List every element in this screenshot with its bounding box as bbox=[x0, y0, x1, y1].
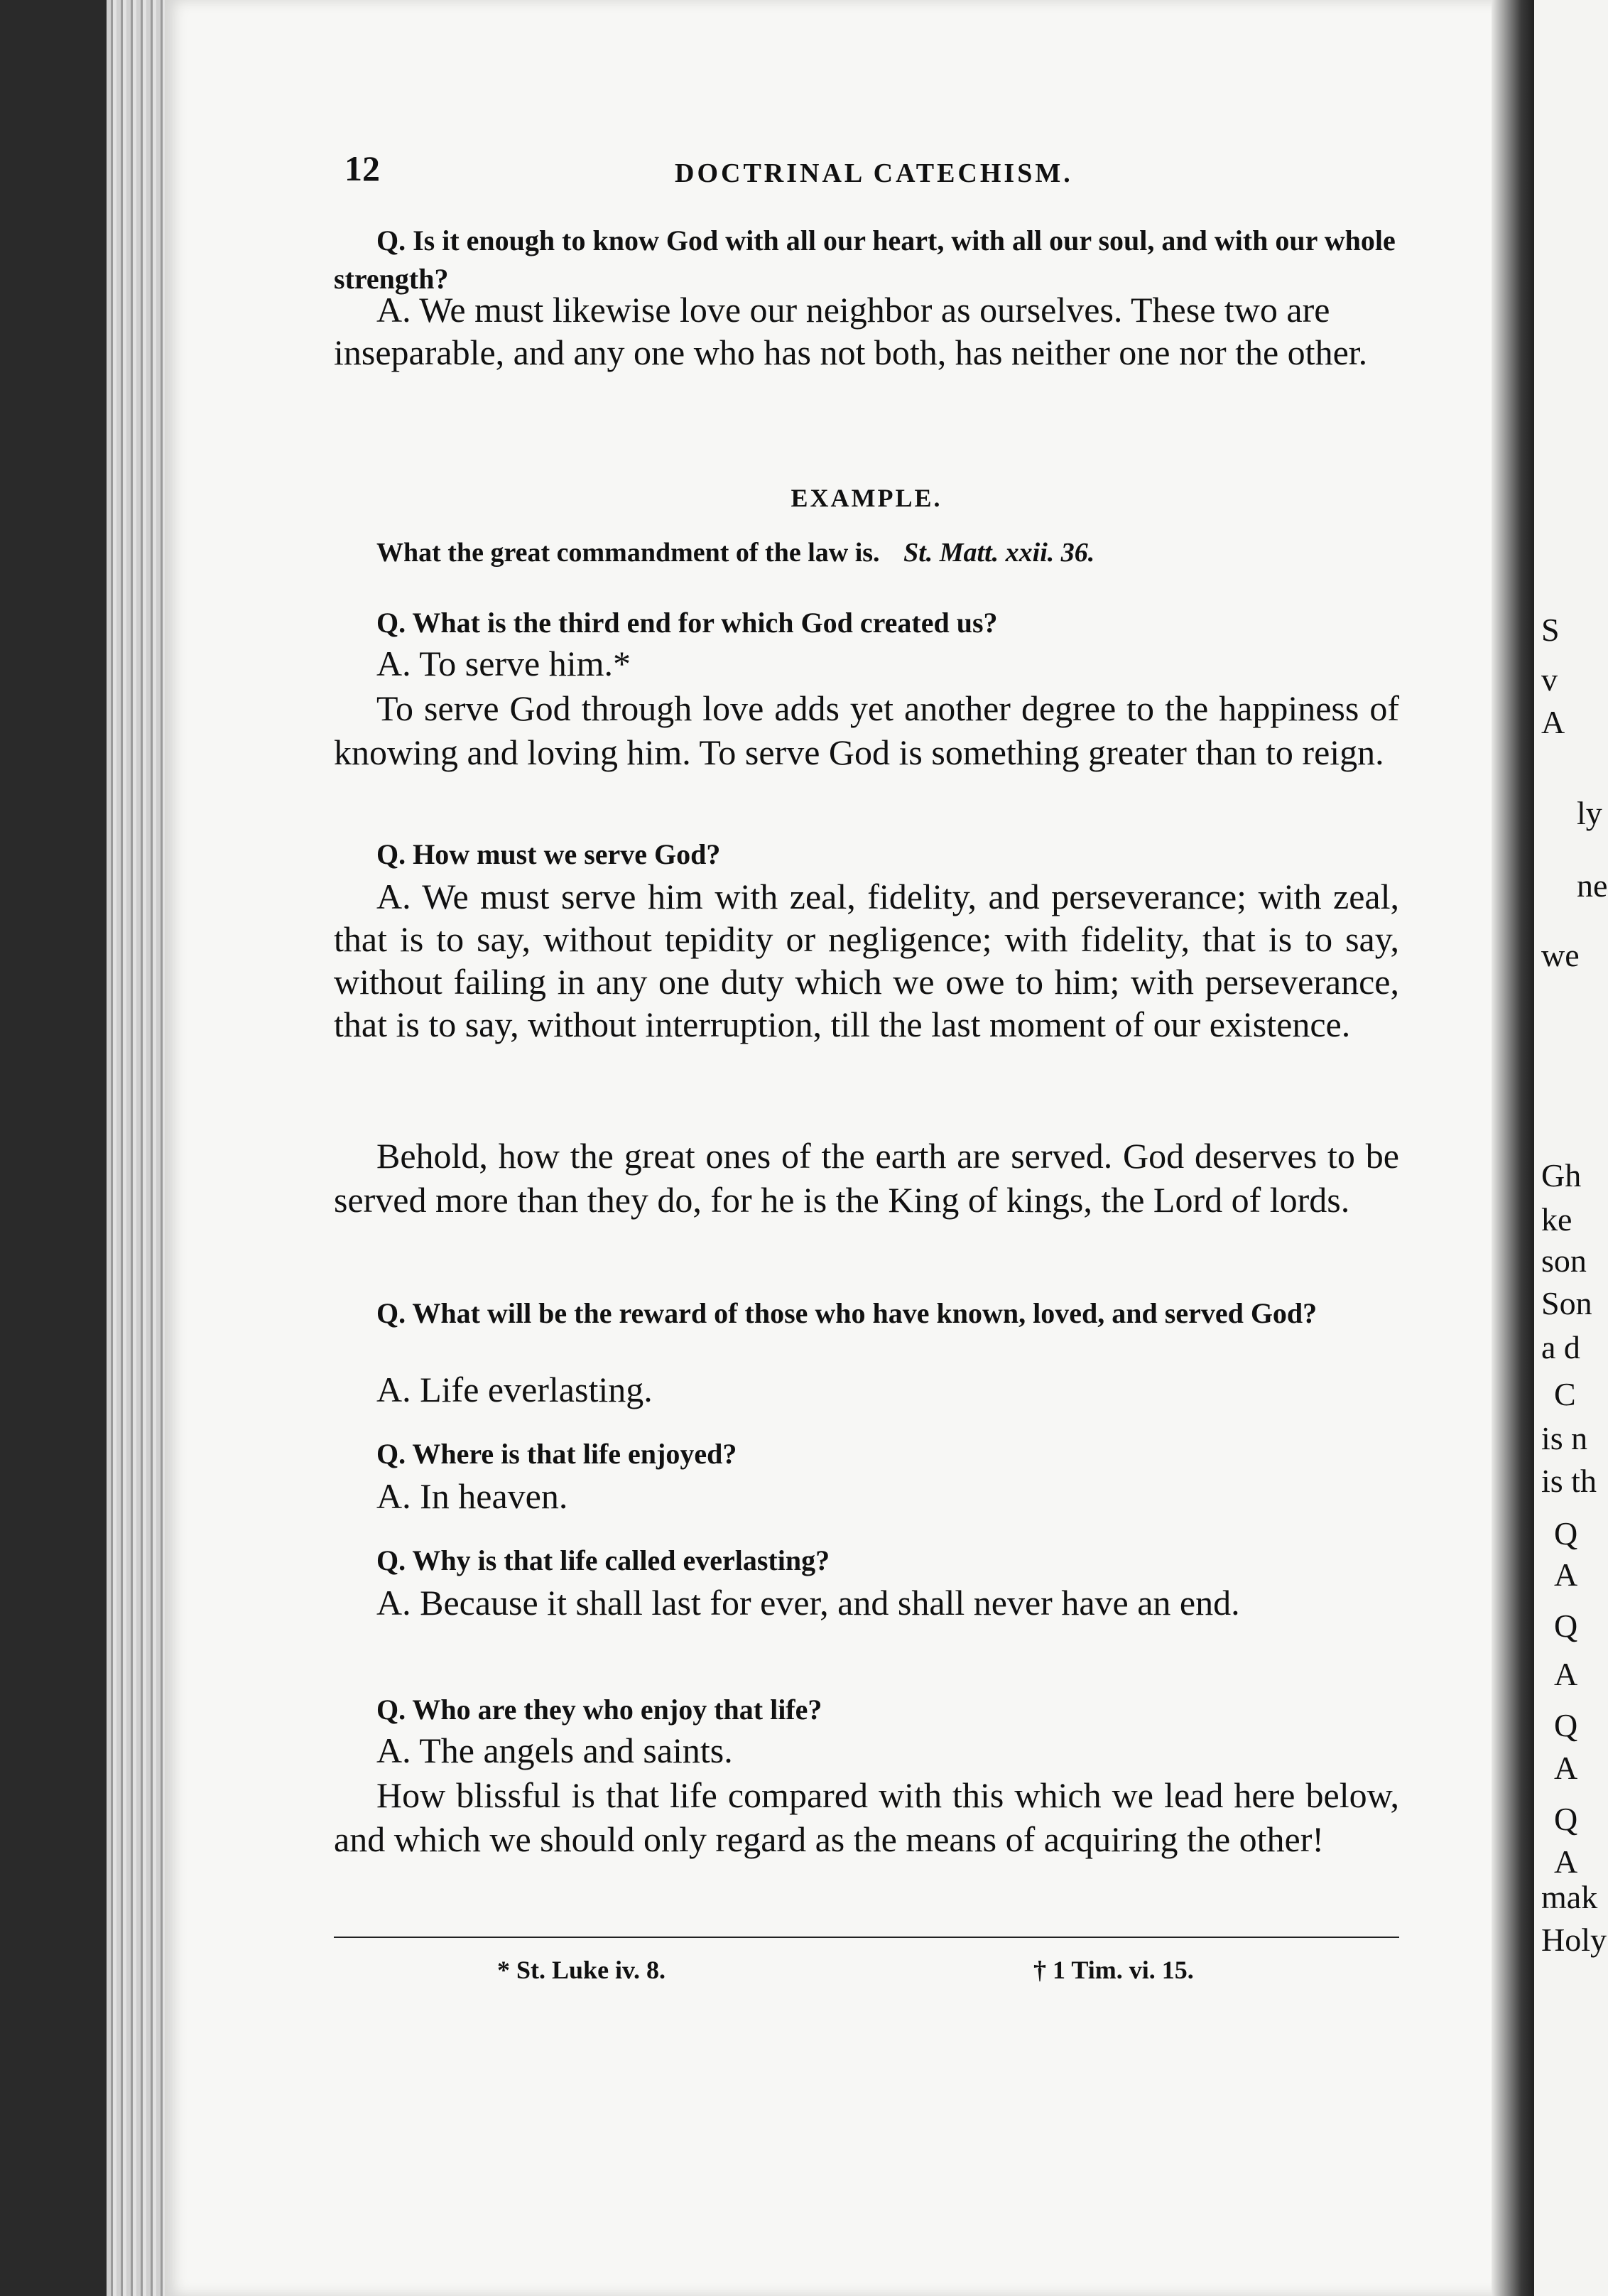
facing-text: ly bbox=[1577, 795, 1602, 831]
question: Q. Who are they who enjoy that life? bbox=[376, 1694, 822, 1726]
answer: A. We must serve him with zeal, fidelity, and perseverance; with zeal, that is to say, without tepidity or negligence; with fidelity, that is to say, without failing in any one duty which we owe to him; with perseverance, that is to say, without interruption, till the last moment of our existence. bbox=[334, 877, 1399, 1044]
answer: A. Life everlasting. bbox=[376, 1370, 653, 1409]
paragraph: How blissful is that life compared with this which we lead here below, and which we should only regard as the means of acquiring the other! bbox=[334, 1775, 1399, 1859]
footnote: † 1 Tim. vi. 15. bbox=[1033, 1956, 1194, 1984]
example-text: What the great commandment of the law is. bbox=[376, 538, 880, 568]
facing-text: A bbox=[1554, 1843, 1578, 1880]
facing-text: mak bbox=[1541, 1879, 1598, 1915]
facing-text: son bbox=[1541, 1242, 1587, 1279]
answer: A. We must likewise love our neighbor as ourselves. These two are inseparable, and any one who has not both, has neither one nor the other. bbox=[334, 290, 1368, 372]
answer: A. Because it shall last for ever, and shall never have an end. bbox=[376, 1583, 1240, 1623]
facing-text: a d bbox=[1541, 1329, 1580, 1365]
facing-text: v bbox=[1541, 661, 1558, 698]
question: Q. What is the third end for which God created us? bbox=[376, 607, 998, 639]
question: Q. How must we serve God? bbox=[376, 838, 721, 870]
facing-text: we bbox=[1541, 937, 1580, 973]
question: Q. Is it enough to know God with all our heart, with all our soul, and with our whole strength? bbox=[334, 224, 1396, 295]
facing-text: Gh bbox=[1541, 1157, 1582, 1193]
facing-text: ne bbox=[1577, 867, 1608, 904]
facing-text: Son bbox=[1541, 1285, 1592, 1321]
scripture-reference: St. Matt. xxii. 36. bbox=[903, 538, 1095, 568]
facing-text: A bbox=[1554, 1556, 1578, 1593]
facing-text: Q bbox=[1554, 1515, 1578, 1552]
facing-text: A bbox=[1554, 1656, 1578, 1692]
facing-text: is th bbox=[1541, 1463, 1597, 1499]
facing-text: Q bbox=[1554, 1608, 1578, 1644]
facing-text: Q bbox=[1554, 1801, 1578, 1837]
answer: A. In heaven. bbox=[376, 1476, 568, 1516]
question: Q. Where is that life enjoyed? bbox=[376, 1438, 737, 1470]
facing-text: A bbox=[1541, 704, 1565, 740]
running-header bbox=[334, 148, 1399, 190]
facing-text: Holy bbox=[1541, 1922, 1607, 1958]
facing-text: A bbox=[1554, 1750, 1578, 1786]
example-line bbox=[376, 537, 1399, 568]
page-number: 12 bbox=[344, 148, 380, 188]
footnote: * St. Luke iv. 8. bbox=[497, 1956, 666, 1984]
paragraph: To serve God through love adds yet another degree to the happiness of knowing and loving him. To serve God is something greater than to reign. bbox=[334, 688, 1399, 772]
facing-text: ke bbox=[1541, 1201, 1572, 1238]
facing-page-fragment bbox=[1534, 0, 1608, 2296]
example-heading: EXAMPLE. bbox=[791, 484, 942, 512]
footnote-rule bbox=[334, 1937, 1399, 1938]
question: Q. Why is that life called everlasting? bbox=[376, 1544, 830, 1576]
facing-text: Q bbox=[1554, 1707, 1578, 1743]
facing-text: S bbox=[1541, 612, 1560, 648]
facing-text: is n bbox=[1541, 1420, 1588, 1456]
answer: A. To serve him.* bbox=[376, 644, 631, 683]
paragraph: Behold, how the great ones of the earth are served. God deserves to be served more than they do, for he is the King of kings, the Lord of lords. bbox=[334, 1136, 1399, 1220]
facing-text: C bbox=[1554, 1376, 1576, 1412]
answer: A. The angels and saints. bbox=[376, 1731, 733, 1770]
question: Q. What will be the reward of those who have known, loved, and served God? bbox=[376, 1297, 1318, 1329]
page-leaves bbox=[107, 0, 170, 2296]
running-title: DOCTRINAL CATECHISM. bbox=[675, 158, 1073, 188]
